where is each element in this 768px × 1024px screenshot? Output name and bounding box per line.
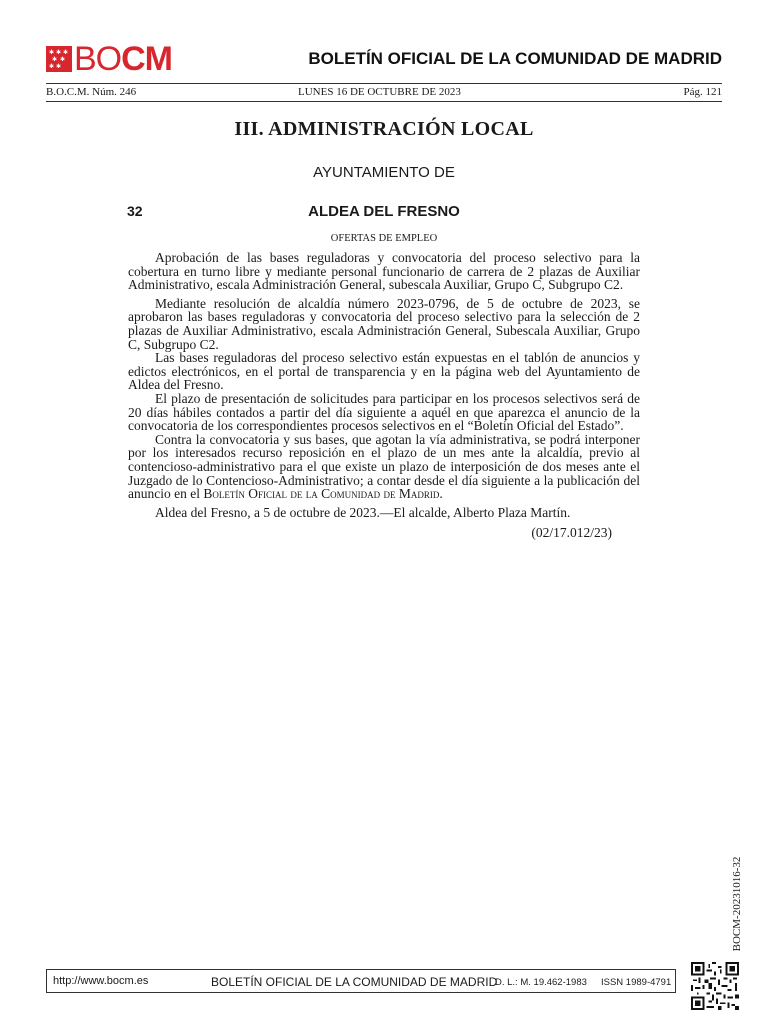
issue-divider (46, 101, 722, 102)
qr-code-icon (691, 962, 739, 1010)
legal-deposit: D. L.: M. 19.462-1983 (495, 977, 587, 988)
logo-text-cm: CM (121, 40, 173, 78)
ayuntamiento-label: AYUNTAMIENTO DE (313, 164, 455, 181)
paragraph: Mediante resolución de alcaldía número 2023-0796, de 5 de octubre de 2023, se aprobaron las bases reguladoras y convocatoria del proceso selectivo para la selección de 2 plazas de Auxiliar Administrativo, escala Administración General, Subescala Auxiliar, Grupo C, Subgrupo C2. (128, 295, 640, 352)
logo-text-bo: BO (74, 40, 122, 78)
announcement-body (128, 251, 640, 519)
footer-title: BOLETÍN OFICIAL DE LA COMUNIDAD DE MADRID (211, 975, 498, 989)
header-divider (46, 83, 722, 84)
page-number: Pág. 121 (683, 86, 722, 98)
footer (46, 969, 676, 993)
side-code (727, 850, 747, 958)
paragraph: Contra la convocatoria y sus bases, que agotan la vía administrativa, se podrá interponer por los interesados recurso reposición en el plazo de un mes ante la alcaldía, previo al contencioso-administrativo para el que existe un plazo de interposición de dos meses ante el Juzgado de lo Contencioso-Administrativo; a contar desde el día siguiente a la publicación del anuncio en el Boletín Oficial de la Comunidad de Madrid. (128, 431, 640, 502)
masthead (46, 40, 722, 80)
footer-url[interactable]: http://www.bocm.es (53, 975, 149, 987)
boletin-reference: Boletín Oficial de la Comunidad de Madrid (203, 486, 440, 502)
announcement-category: OFERTAS DE EMPLEO (330, 233, 438, 244)
reference-code: (02/17.012/23) (531, 525, 612, 540)
issn: ISSN 1989-4791 (601, 977, 672, 988)
issue-date: LUNES 16 DE OCTUBRE DE 2023 (298, 86, 461, 98)
madrid-flag-icon: ✱ ✱ ✱ ✱ ✱ ✱ ✱ (46, 46, 72, 72)
issue-line (46, 86, 722, 100)
section-title: III. ADMINISTRACIÓN LOCAL (234, 118, 534, 140)
town-name: ALDEA DEL FRESNO (308, 203, 460, 220)
bocm-code: BOCM-20231016-32 (731, 856, 743, 952)
paragraph: Aprobación de las bases reguladoras y convocatoria del proceso selectivo para la cobertura en turno libre y mediante personal funcionario de carrera de 2 plazas de Auxiliar Administrativo, escala Administración General, subescala Auxiliar, Grupo C, Subgrupo C2. (128, 250, 640, 293)
paragraph: El plazo de presentación de solicitudes para participar en los procesos selectivos será de 20 días hábiles contados a partir del día siguiente a aquél en que aparezca el anuncio de la convocatoria de los correspondientes procesos selectivos en el “Boletín Oficial del Estado”. (128, 390, 640, 434)
bocm-logo (46, 42, 172, 76)
announcement-number: 32 (127, 203, 143, 219)
signature-line: Aldea del Fresno, a 5 de octubre de 2023.—El alcalde, Alberto Plaza Martín. (155, 504, 571, 520)
paragraph-text: Contra la convocatoria y sus bases, que agotan la vía administrativa, se podrá interponer por los interesados recurso reposición en el plazo de un mes ante la alcaldía, previo al contencioso-administrativo para el que existe un plazo de interposición de dos meses ante el Juzgado de lo Contencioso-Administrativo; a contar desde el día siguiente a la publicación del anuncio en el (128, 431, 640, 502)
paragraph: Las bases reguladoras del proceso selectivo están expuestas en el tablón de anuncios y edictos electrónicos, en el portal de transparencia y en la página web del Ayuntamiento de Aldea del Fresno. (128, 350, 640, 393)
issue-number: B.O.C.M. Núm. 246 (46, 86, 137, 98)
gazette-title: BOLETÍN OFICIAL DE LA COMUNIDAD DE MADRID (308, 49, 722, 68)
